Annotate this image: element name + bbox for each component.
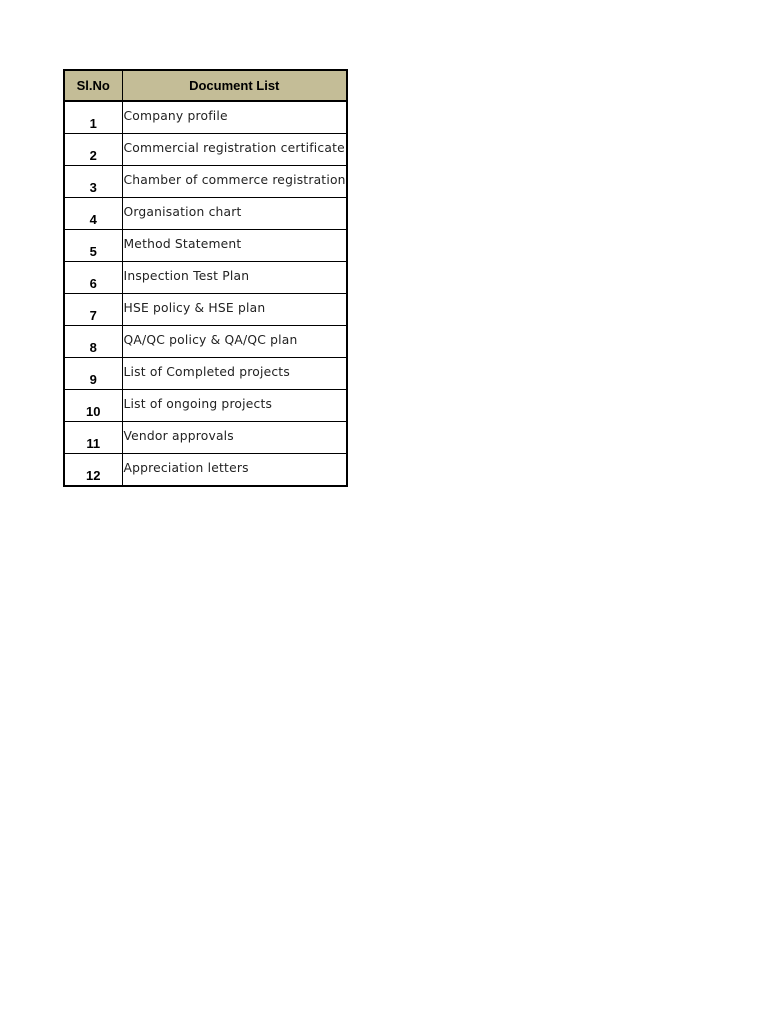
row-number: 5 [64,230,122,262]
table-row [64,326,347,358]
row-number: 11 [64,422,122,454]
row-number: 1 [64,101,122,134]
row-number: 10 [64,390,122,422]
table-row [64,390,347,422]
document-name: HSE policy & HSE plan [122,294,347,326]
document-name: Vendor approvals [122,422,347,454]
table-row [64,294,347,326]
document-name: Inspection Test Plan [122,262,347,294]
table-header [64,70,347,101]
document-list-table [63,69,348,487]
table-row [64,230,347,262]
document-name: Chamber of commerce registration [122,166,347,198]
document-name: Organisation chart [122,198,347,230]
document-name: Method Statement [122,230,347,262]
document-name: List of Completed projects [122,358,347,390]
row-number: 12 [64,454,122,487]
table-row [64,198,347,230]
row-number: 2 [64,134,122,166]
header-row [64,70,347,101]
document-name: Appreciation letters [122,454,347,487]
row-number: 4 [64,198,122,230]
row-number: 8 [64,326,122,358]
table-row [64,422,347,454]
table-row [64,101,347,134]
document-name: Commercial registration certificate [122,134,347,166]
table-row [64,358,347,390]
document-name: QA/QC policy & QA/QC plan [122,326,347,358]
header-sl-no: Sl.No [64,70,122,101]
table-row [64,262,347,294]
row-number: 9 [64,358,122,390]
row-number: 7 [64,294,122,326]
table-row [64,134,347,166]
document-name: Company profile [122,101,347,134]
row-number: 6 [64,262,122,294]
table-row [64,454,347,487]
table-row [64,166,347,198]
header-document-list: Document List [122,70,347,101]
row-number: 3 [64,166,122,198]
table-body [64,101,347,486]
document-name: List of ongoing projects [122,390,347,422]
